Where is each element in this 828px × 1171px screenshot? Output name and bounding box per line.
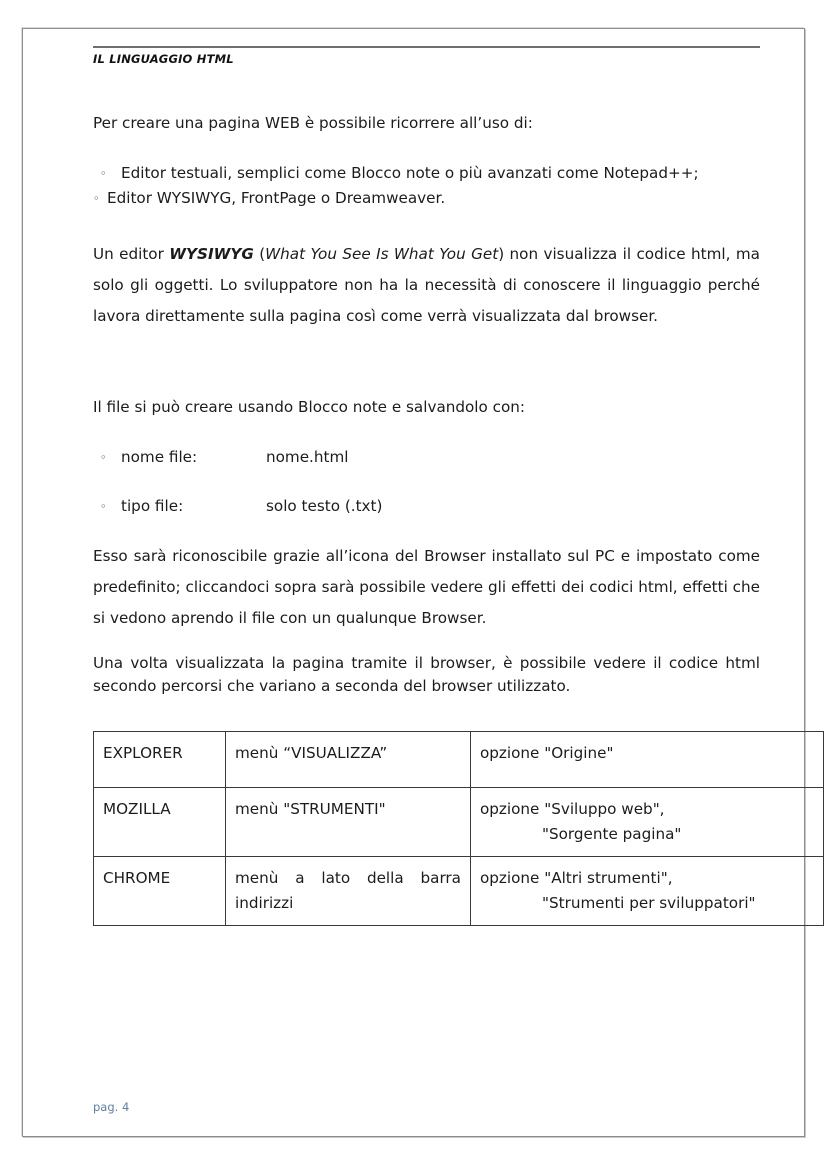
table-cell-menu: menù a lato della barra indirizzi	[226, 857, 471, 926]
wysiwyg-acronym: WYSIWYG	[169, 245, 254, 263]
table-cell-browser: MOZILLA	[94, 788, 226, 857]
save-option-label: nome file:	[121, 448, 198, 466]
spacer	[93, 332, 760, 392]
list-item	[93, 186, 760, 211]
save-option-value: nome.html	[266, 448, 349, 466]
table-cell-browser: EXPLORER	[94, 732, 226, 788]
wysiwyg-open-paren: (	[253, 245, 266, 263]
spacer	[93, 697, 760, 731]
spacer	[93, 139, 760, 161]
spacer	[93, 634, 760, 652]
table-row	[94, 788, 824, 857]
option-line-2	[480, 891, 814, 916]
spacer	[93, 519, 760, 541]
save-options-list	[93, 445, 760, 519]
icon-paragraph: Esso sarà riconoscibile grazie all’icona del Browser installato sul PC e impostato come predefinito; cliccandoci sopra sarà possibile vedere gli effetti dei codici html, effetti che si vedono aprendo il file con un qualunque Browser.	[93, 547, 760, 627]
page-number-label: pag. 4	[93, 1100, 130, 1114]
option-line-2	[480, 822, 814, 847]
document-body	[93, 108, 760, 926]
option-line-1: opzione "Sviluppo web",	[480, 800, 665, 818]
circle-bullet-icon: ◦	[93, 192, 100, 205]
view-source-paragraph: Una volta visualizzata la pagina tramite il browser, è possibile vedere il codice html secondo percorsi che variano a seconda del browser utilizzato.	[93, 654, 760, 695]
list-item-label: Editor testuali, semplici come Blocco note o più avanzati come Notepad++;	[121, 164, 699, 182]
list-item-label: Editor WYSIWYG, FrontPage o Dreamweaver.	[107, 189, 446, 207]
wysiwyg-rest: ) non visualizza il codice html, ma solo gli oggetti. Lo sviluppatore non ha la necessità di conoscere il linguaggio perché lavora direttamente sulla pagina così come verrà visualizzata dal browser.	[93, 245, 760, 325]
wysiwyg-expansion: What You See Is What You Get	[265, 245, 499, 263]
table-cell-option	[471, 732, 824, 788]
wysiwyg-paragraph	[93, 239, 760, 332]
table-row	[94, 857, 824, 926]
table-cell-browser: CHROME	[94, 857, 226, 926]
header-rule	[93, 46, 760, 48]
circle-bullet-icon: ◦	[100, 167, 107, 180]
save-option-value: solo testo (.txt)	[266, 497, 383, 515]
browser-source-table	[93, 731, 824, 926]
save-intro-paragraph: Il file si può creare usando Blocco note e salvandolo con:	[93, 398, 526, 416]
list-item	[93, 494, 760, 519]
option-line-1: opzione "Altri strumenti",	[480, 869, 673, 887]
list-item	[93, 161, 760, 186]
option-line-1: opzione "Origine"	[480, 744, 614, 762]
circle-bullet-icon: ◦	[100, 451, 107, 464]
page-footer	[93, 1100, 129, 1114]
spacer	[93, 211, 760, 239]
wysiwyg-prefix: Un editor	[93, 245, 170, 263]
editor-list	[93, 161, 760, 211]
table-row	[94, 732, 824, 788]
table-cell-option	[471, 857, 824, 926]
header-title: IL LINGUAGGIO HTML	[93, 52, 234, 66]
intro-paragraph: Per creare una pagina WEB è possibile ricorrere all’uso di:	[93, 114, 533, 132]
save-option-label: tipo file:	[121, 497, 184, 515]
option-line-2-text: "Sorgente pagina"	[542, 825, 682, 843]
list-item	[93, 445, 760, 470]
spacer	[93, 423, 760, 445]
circle-bullet-icon: ◦	[100, 500, 107, 513]
table-cell-menu: menù "STRUMENTI"	[226, 788, 471, 857]
table-cell-option	[471, 788, 824, 857]
table-cell-menu: menù “VISUALIZZA”	[226, 732, 471, 788]
option-line-2-text: "Strumenti per sviluppatori"	[542, 894, 756, 912]
page-header	[93, 46, 760, 66]
